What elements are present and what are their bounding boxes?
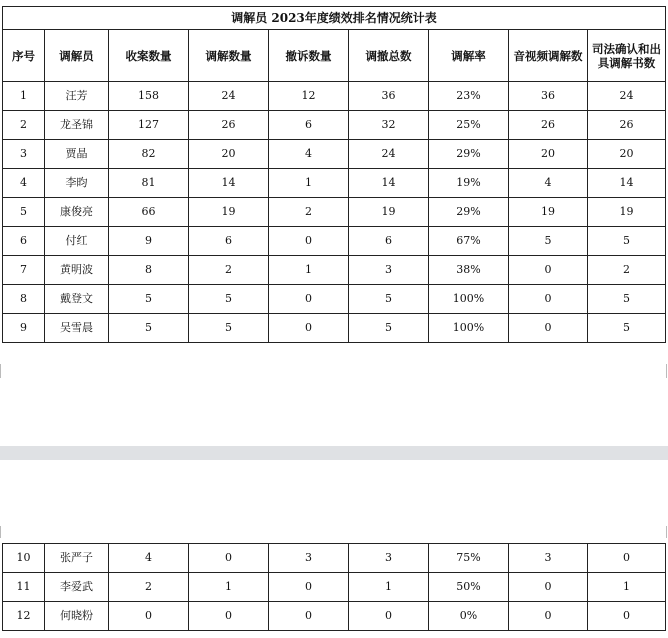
table-row	[3, 82, 666, 111]
table-cell: 0	[509, 285, 588, 314]
table-cell: 1	[269, 169, 349, 198]
table-cell: 14	[588, 169, 666, 198]
column-header: 调解数量	[189, 30, 269, 82]
table-cell: 12	[3, 602, 45, 631]
table-cell: 23%	[429, 82, 509, 111]
table-cell: 5	[349, 314, 429, 343]
table-row	[3, 140, 666, 169]
table-cell: 100%	[429, 285, 509, 314]
table-row	[3, 285, 666, 314]
table-cell: 何晓粉	[45, 602, 109, 631]
table-cell: 9	[109, 227, 189, 256]
table-cell: 1	[349, 573, 429, 602]
header-row	[3, 30, 666, 82]
table-cell: 24	[349, 140, 429, 169]
table-cell: 25%	[429, 111, 509, 140]
table-cell: 100%	[429, 314, 509, 343]
table-cell: 8	[109, 256, 189, 285]
table-cell: 8	[3, 285, 45, 314]
table-cell: 127	[109, 111, 189, 140]
table-cell: 19%	[429, 169, 509, 198]
table-row	[3, 169, 666, 198]
table-cell: 75%	[429, 544, 509, 573]
table-cell: 20	[509, 140, 588, 169]
table-cell: 1	[588, 573, 666, 602]
table-cell: 5	[509, 227, 588, 256]
table-cell: 9	[3, 314, 45, 343]
table-cell: 0	[109, 602, 189, 631]
table-row	[3, 111, 666, 140]
table-cell: 0%	[429, 602, 509, 631]
table-cell: 0	[588, 544, 666, 573]
table-cell: 32	[349, 111, 429, 140]
performance-table	[2, 6, 666, 343]
table-cell: 3	[349, 256, 429, 285]
table-cell: 1	[189, 573, 269, 602]
table-cell: 11	[3, 573, 45, 602]
table-cell: 26	[588, 111, 666, 140]
table-cell: 1	[269, 256, 349, 285]
table-cell: 0	[189, 602, 269, 631]
table-cell: 67%	[429, 227, 509, 256]
table-cell: 10	[3, 544, 45, 573]
column-header: 撤诉数量	[269, 30, 349, 82]
table-cell: 5	[349, 285, 429, 314]
table-cell: 81	[109, 169, 189, 198]
table-cell: 0	[509, 602, 588, 631]
table-cell: 2	[588, 256, 666, 285]
table-row	[3, 314, 666, 343]
table-cell: 0	[588, 602, 666, 631]
table-cell: 19	[189, 198, 269, 227]
table-cell: 0	[269, 602, 349, 631]
table-cell: 6	[3, 227, 45, 256]
table-cell: 82	[109, 140, 189, 169]
page-corner-mark	[0, 364, 9, 378]
table-cell: 贾晶	[45, 140, 109, 169]
column-header: 序号	[3, 30, 45, 82]
table-cell: 14	[349, 169, 429, 198]
document-page-2	[0, 460, 668, 638]
table-cell: 0	[509, 314, 588, 343]
table-title: 调解员 2023年度绩效排名情况统计表	[3, 7, 666, 30]
table-row	[3, 573, 666, 602]
table-cell: 5	[588, 285, 666, 314]
table-cell: 4	[269, 140, 349, 169]
table-cell: 0	[189, 544, 269, 573]
table-cell: 20	[588, 140, 666, 169]
table-cell: 3	[269, 544, 349, 573]
performance-table-continued	[2, 543, 666, 631]
table-cell: 4	[109, 544, 189, 573]
table-cell: 24	[189, 82, 269, 111]
table-cell: 14	[189, 169, 269, 198]
table-cell: 3	[3, 140, 45, 169]
table-row	[3, 544, 666, 573]
table-cell: 19	[588, 198, 666, 227]
table-cell: 158	[109, 82, 189, 111]
table-cell: 李昀	[45, 169, 109, 198]
table-cell: 5	[109, 285, 189, 314]
table-cell: 50%	[429, 573, 509, 602]
table-cell: 0	[269, 285, 349, 314]
table-cell: 0	[509, 573, 588, 602]
table-cell: 36	[349, 82, 429, 111]
table-cell: 26	[189, 111, 269, 140]
table-cell: 24	[588, 82, 666, 111]
table-cell: 黄明波	[45, 256, 109, 285]
table-cell: 5	[588, 314, 666, 343]
table-cell: 0	[269, 573, 349, 602]
table-cell: 付红	[45, 227, 109, 256]
table-cell: 0	[509, 256, 588, 285]
table-cell: 5	[189, 285, 269, 314]
column-header: 收案数量	[109, 30, 189, 82]
column-header: 调解员	[45, 30, 109, 82]
column-header: 音视频调解数	[509, 30, 588, 82]
table-cell: 吴雪晨	[45, 314, 109, 343]
column-header: 司法确认和出具调解书数	[588, 30, 666, 82]
table-cell: 7	[3, 256, 45, 285]
column-header: 调撤总数	[349, 30, 429, 82]
page-corner-mark	[658, 364, 667, 378]
table-cell: 2	[3, 111, 45, 140]
table-row	[3, 227, 666, 256]
table-cell: 19	[509, 198, 588, 227]
table-row	[3, 602, 666, 631]
table-cell: 5	[588, 227, 666, 256]
table-cell: 19	[349, 198, 429, 227]
table-cell: 38%	[429, 256, 509, 285]
page-corner-mark	[658, 526, 667, 538]
table-cell: 20	[189, 140, 269, 169]
table-cell: 康俊亮	[45, 198, 109, 227]
table-cell: 2	[189, 256, 269, 285]
table-cell: 2	[109, 573, 189, 602]
table-cell: 36	[509, 82, 588, 111]
table-cell: 3	[509, 544, 588, 573]
table-row	[3, 256, 666, 285]
table-cell: 6	[189, 227, 269, 256]
table-cell: 29%	[429, 198, 509, 227]
table-cell: 5	[109, 314, 189, 343]
table-cell: 5	[3, 198, 45, 227]
table-row	[3, 198, 666, 227]
table-cell: 李爱武	[45, 573, 109, 602]
table-cell: 12	[269, 82, 349, 111]
table-cell: 4	[509, 169, 588, 198]
table-cell: 戴登文	[45, 285, 109, 314]
table-cell: 1	[3, 82, 45, 111]
column-header: 调解率	[429, 30, 509, 82]
table-cell: 26	[509, 111, 588, 140]
page-corner-mark	[0, 526, 9, 538]
table-cell: 6	[269, 111, 349, 140]
table-cell: 0	[269, 227, 349, 256]
table-cell: 66	[109, 198, 189, 227]
table-cell: 4	[3, 169, 45, 198]
table-cell: 龙圣锦	[45, 111, 109, 140]
table-cell: 0	[269, 314, 349, 343]
table-cell: 张严子	[45, 544, 109, 573]
table-cell: 29%	[429, 140, 509, 169]
table-cell: 2	[269, 198, 349, 227]
table-cell: 汪芳	[45, 82, 109, 111]
table-cell: 5	[189, 314, 269, 343]
table-cell: 3	[349, 544, 429, 573]
page-separator	[0, 446, 668, 460]
table-cell: 0	[349, 602, 429, 631]
table-cell: 6	[349, 227, 429, 256]
